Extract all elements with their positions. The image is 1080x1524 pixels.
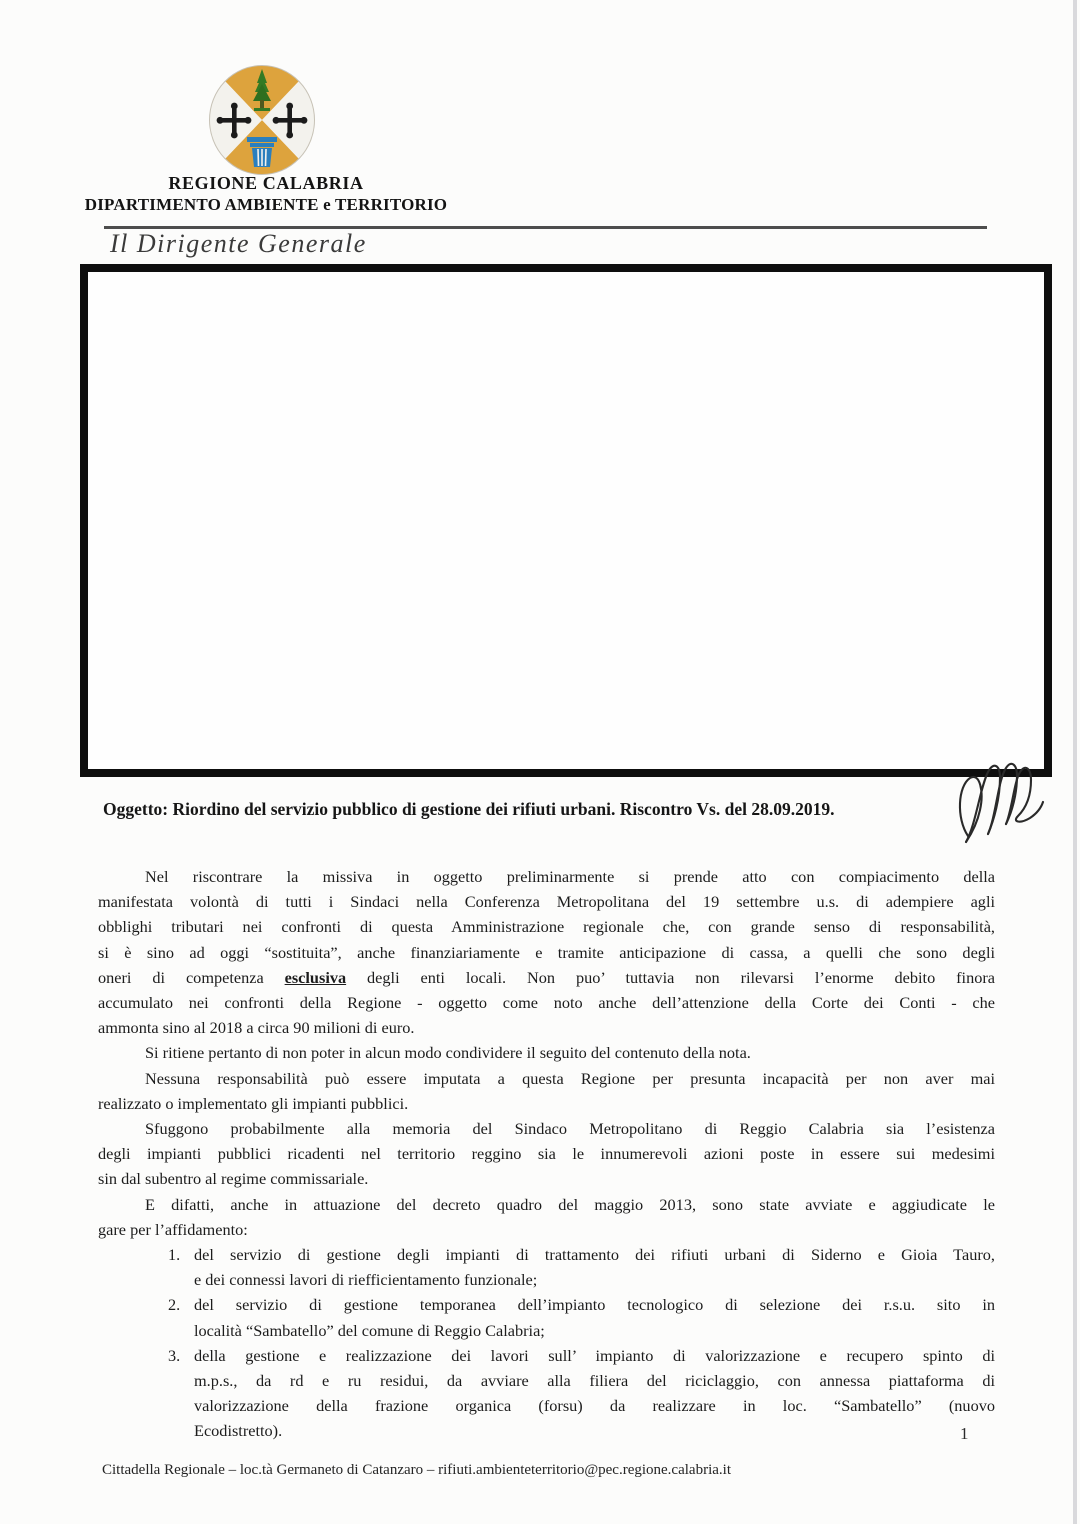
list-item [168,1242,995,1292]
body-list [168,1242,995,1444]
text-line: località “Sambatello” del comune di Reggio Calabria; [194,1320,545,1340]
list-item [168,1292,995,1342]
letterhead [78,173,454,215]
scan-edge-artifact [1073,0,1077,1524]
list-item [168,1343,995,1444]
text-line: del servizio di gestione temporanea dell’impianto tecnologico di selezione dei r.s.u. sito in [194,1295,995,1315]
text-line: accumulato nei confronti della Regione - oggetto come noto anche dell’attenzione della Corte dei Conti - che [98,993,995,1013]
paragraph [98,1116,995,1192]
text-line: manifestata volontà di tutti i Sindaci nella Conferenza Metropolitana del 19 settembre u.s. di adempiere agli [98,892,995,912]
text-line: Sfuggono probabilmente alla memoria del Sindaco Metropolitano di Reggio Calabria sia l’esistenza [145,1119,995,1139]
list-item-number: 2. [168,1295,181,1315]
text-line: gare per l’affidamento: [98,1219,248,1239]
text-line: del servizio di gestione degli impianti di trattamento dei rifiuti urbani di Siderno e Gioia Tauro, [194,1245,995,1265]
text-line: Nel riscontrare la missiva in oggetto preliminarmente si prende atto con compiacimento della [145,867,995,886]
redaction-box [80,264,1052,777]
paragraph [98,1040,995,1065]
text-line: obblighi tributari nei confronti di questa Amministrazione regionale che, con grande senso di responsabilità, [98,917,995,937]
text-line: Ecodistretto). [194,1421,283,1441]
text-line: ammonta sino al 2018 a circa 90 milioni di euro. [98,1018,415,1038]
list-item-number: 3. [168,1345,181,1365]
text-line: m.p.s., da rd e ru residui, da avviare alla filiera del riciclaggio, con annessa piattaforma di [194,1371,995,1391]
paragraph [98,1066,995,1116]
text-line: realizzato o implementato gli impianti pubblici. [98,1093,409,1113]
paragraph [98,864,995,1040]
text-line: Si ritiene pertanto di non poter in alcun modo condividere il seguito del contenuto della nota. [145,1043,751,1063]
list-item-number: 1. [168,1245,181,1265]
text-line: oneri di competenza esclusiva degli enti locali. Non puo’ tuttavia non rilevarsi l’enorme debito finora [98,967,995,987]
body-paragraphs [98,864,995,1242]
list-item-text [194,1292,995,1342]
text-line: E difatti, anche in attuazione del decreto quadro del maggio 2013, sono state avviate e aggiudicate le [145,1194,995,1214]
emphasized-text: esclusiva [284,967,347,987]
signer-title: Il Dirigente Generale [110,229,367,258]
subject-line: Oggetto: Riordino del servizio pubblico di gestione dei rifiuti urbani. Riscontro Vs. del 28.09.2019. [103,799,835,819]
organization-name: REGIONE CALABRIA [168,173,364,193]
paragraph [98,1192,995,1242]
text-line: sin dal subentro al regime commissariale. [98,1169,369,1189]
text-line: della gestione e realizzazione dei lavori sull’ impianto di valorizzazione e recupero spinto di [194,1345,995,1365]
footer-address: Cittadella Regionale – loc.tà Germaneto di Catanzaro – rifiuti.ambienteterritorio@pec.regione.calabria.it [102,1462,731,1478]
page-number: 1 [960,1424,969,1443]
text-line: si è sino ad oggi “sostituita”, anche finanziariamente e tramite anticipazione di cassa, a quelli che sono degli [98,942,995,962]
list-item-text [194,1343,995,1444]
text-line: valorizzazione della frazione organica (forsu) da realizzare in loc. “Sambatello” (nuovo [194,1396,995,1416]
text-line: degli impianti pubblici ricadenti nel territorio reggino sia le innumerevoli azioni poste in essere sui medesimi [98,1144,995,1164]
text-line: Nessuna responsabilità può essere imputata a questa Regione per presunta incapacità per non aver mai [145,1068,995,1088]
list-item-text [194,1242,995,1292]
text-line: e dei connessi lavori di riefficientamento funzionale; [194,1270,538,1290]
letter-body [98,864,995,1444]
department-name: DIPARTIMENTO AMBIENTE e TERRITORIO [84,195,448,214]
regione-calabria-coat-of-arms-icon [207,64,317,181]
